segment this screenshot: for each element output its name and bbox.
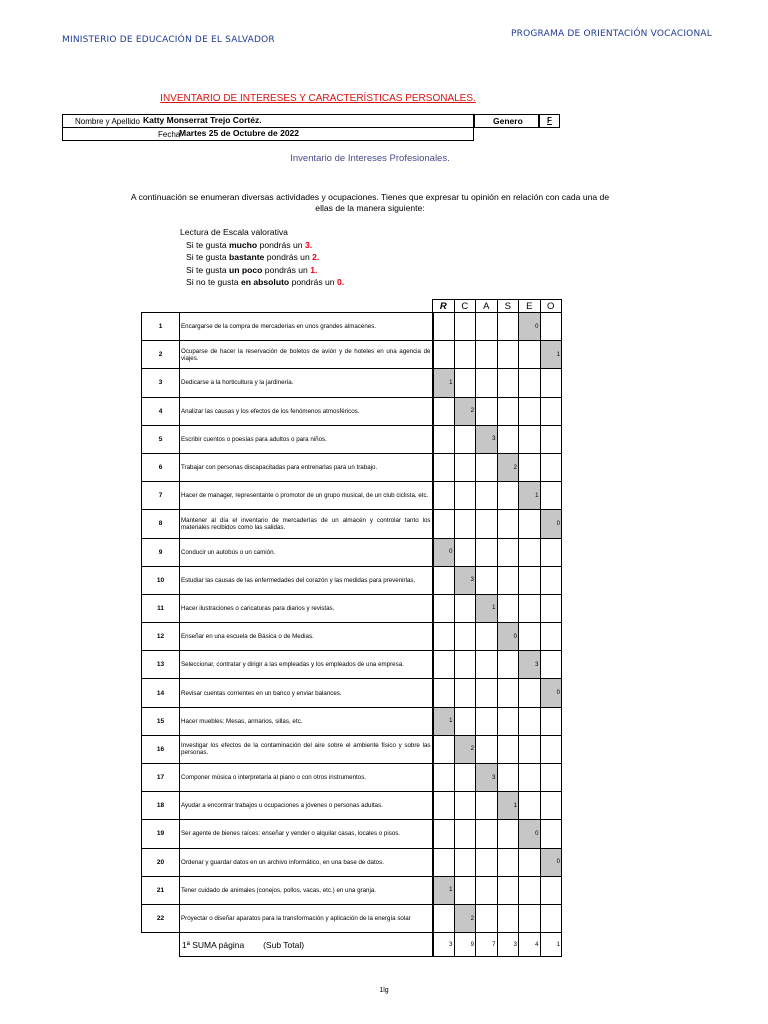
activity-text: Hacer ilustraciones o caricaturas para diarios y revistas.	[180, 594, 433, 622]
rating-cell-r[interactable]	[433, 679, 455, 707]
rating-cell-s[interactable]	[497, 707, 519, 735]
document-title: INVENTARIO DE INTERESES Y CARACTERÍSTICAS PERSONALES.	[160, 93, 476, 104]
rating-cell-o[interactable]	[540, 707, 562, 735]
scale-bold: mucho	[229, 239, 258, 250]
table-row	[142, 848, 562, 876]
rating-cell-a[interactable]	[476, 313, 498, 341]
rating-cell-s[interactable]	[497, 876, 519, 904]
rating-cell-s[interactable]	[497, 397, 519, 425]
scale-line	[186, 239, 344, 252]
scale-pre: Si no te gusta	[186, 277, 241, 287]
activity-text: Componer música o interpretaría al piano o con otros instrumentos.	[180, 764, 433, 792]
gender-value: F	[547, 116, 552, 125]
scale-pre: Si te gusta	[186, 264, 229, 275]
rating-cell-a[interactable]	[476, 792, 498, 820]
header-ministry: MINISTERIO DE EDUCACIÓN DE EL SALVADOR	[62, 35, 275, 45]
rating-cell-c[interactable]: 2	[454, 904, 476, 932]
subtotal-a: 7	[476, 933, 498, 957]
row-number: 17	[142, 764, 180, 792]
rating-cell-e[interactable]: 1	[519, 482, 541, 510]
rating-cell-o[interactable]	[540, 623, 562, 651]
rating-cell-c[interactable]	[454, 820, 476, 848]
rating-cell-e[interactable]	[519, 707, 541, 735]
instructions-text: A continuación se enumeran diversas actividades y ocupaciones. Tienes que expresar tu opinión en relación con cada una de ellas de la manera siguiente:	[130, 192, 610, 213]
row-number: 10	[142, 566, 180, 594]
activity-text: Dedicarse a la horticultura y la jardinería.	[180, 369, 433, 397]
table-header-row	[142, 300, 562, 313]
rating-cell-s[interactable]	[497, 425, 519, 453]
rating-cell-a[interactable]	[476, 453, 498, 481]
rating-cell-o[interactable]	[540, 425, 562, 453]
table-row	[142, 792, 562, 820]
rating-cell-e[interactable]	[519, 341, 541, 369]
table-row	[142, 764, 562, 792]
column-header-a: A	[476, 300, 498, 313]
rating-cell-e[interactable]	[519, 623, 541, 651]
rating-cell-r[interactable]: 1	[433, 369, 455, 397]
subtotal-o: 1	[540, 933, 562, 957]
rating-cell-r[interactable]	[433, 792, 455, 820]
rating-cell-c[interactable]: 2	[454, 735, 476, 763]
rating-cell-e[interactable]	[519, 566, 541, 594]
activity-text: Ocuparse de hacer la reservación de boletos de avión y de hoteles en una agencia de viajes.	[180, 341, 433, 369]
table-row	[142, 820, 562, 848]
scale-line	[186, 276, 344, 289]
rating-cell-c[interactable]	[454, 792, 476, 820]
row-number: 13	[142, 651, 180, 679]
table-row	[142, 425, 562, 453]
rating-cell-o[interactable]	[540, 594, 562, 622]
rating-cell-c[interactable]	[454, 651, 476, 679]
row-number: 22	[142, 904, 180, 932]
rating-cell-e[interactable]	[519, 397, 541, 425]
table-row	[142, 510, 562, 538]
rating-cell-c[interactable]	[454, 453, 476, 481]
rating-cell-r[interactable]	[433, 313, 455, 341]
row-number: 2	[142, 341, 180, 369]
table-row	[142, 594, 562, 622]
rating-cell-o[interactable]	[540, 876, 562, 904]
rating-cell-r[interactable]	[433, 425, 455, 453]
rating-cell-o[interactable]: 1	[540, 341, 562, 369]
rating-cell-r[interactable]	[433, 453, 455, 481]
scale-val: 3.	[304, 239, 313, 250]
rating-cell-a[interactable]	[476, 679, 498, 707]
rating-cell-c[interactable]	[454, 538, 476, 566]
rating-cell-e[interactable]: 0	[519, 820, 541, 848]
rating-cell-e[interactable]	[519, 594, 541, 622]
rating-cell-e[interactable]	[519, 848, 541, 876]
header-program: PROGRAMA DE ORIENTACIÓN VOCACIONAL	[511, 29, 712, 39]
rating-cell-e[interactable]	[519, 904, 541, 932]
rating-cell-c[interactable]	[454, 623, 476, 651]
gender-label: Genero	[493, 116, 523, 126]
rating-cell-a[interactable]	[476, 735, 498, 763]
scale-heading: Lectura de Escala valorativa	[180, 227, 288, 237]
column-header-c: C	[454, 300, 476, 313]
scale-pre: Si te gusta	[186, 239, 229, 250]
scale-bold: bastante	[229, 252, 265, 262]
rating-cell-c[interactable]	[454, 425, 476, 453]
rating-cell-c[interactable]	[454, 876, 476, 904]
rating-cell-o[interactable]	[540, 651, 562, 679]
table-row	[142, 453, 562, 481]
rating-cell-a[interactable]	[476, 820, 498, 848]
rating-cell-c[interactable]	[454, 679, 476, 707]
activity-text: Hacer de manager, representante o promotor de un grupo musical, de un club ciclista, etc.	[180, 482, 433, 510]
table-row	[142, 735, 562, 763]
activity-text: Revisar cuentas corrientes en un banco y enviar balances.	[180, 679, 433, 707]
rating-cell-c[interactable]: 2	[454, 397, 476, 425]
row-number: 19	[142, 820, 180, 848]
rating-cell-s[interactable]	[497, 482, 519, 510]
rating-cell-s[interactable]	[497, 679, 519, 707]
rating-cell-a[interactable]	[476, 848, 498, 876]
rating-cell-s[interactable]	[497, 341, 519, 369]
rating-cell-r[interactable]	[433, 848, 455, 876]
rating-cell-e[interactable]	[519, 369, 541, 397]
date-row	[62, 127, 474, 141]
rating-cell-o[interactable]	[540, 735, 562, 763]
rating-cell-s[interactable]	[497, 651, 519, 679]
activity-text: Mantener al día el inventario de mercaderías de un almacén y controlar tanto los materiales recibidos como las salidas.	[180, 510, 433, 538]
subtotal-s: 3	[497, 933, 519, 957]
row-number: 9	[142, 538, 180, 566]
rating-cell-o[interactable]	[540, 566, 562, 594]
rating-cell-r[interactable]	[433, 594, 455, 622]
rating-cell-a[interactable]	[476, 341, 498, 369]
rating-cell-r[interactable]	[433, 820, 455, 848]
name-value[interactable]: Katty Monserrat Trejo Cortéz.	[143, 115, 262, 125]
rating-cell-e[interactable]	[519, 679, 541, 707]
gender-value-cell[interactable]	[539, 114, 560, 128]
rating-cell-s[interactable]: 0	[497, 623, 519, 651]
header-blank	[142, 300, 180, 313]
activity-text: Proyectar o diseñar aparatos para la transformación y aplicación de la energía solar	[180, 904, 433, 932]
rating-cell-s[interactable]	[497, 848, 519, 876]
interest-table	[141, 299, 562, 957]
scale-pre: Si te gusta	[186, 252, 229, 262]
rating-cell-s[interactable]	[497, 369, 519, 397]
date-value[interactable]: Martes 25 de Octubre de 2022	[179, 128, 300, 138]
rating-cell-c[interactable]	[454, 341, 476, 369]
rating-cell-a[interactable]	[476, 651, 498, 679]
rating-cell-o[interactable]	[540, 904, 562, 932]
scale-val: 1.	[310, 264, 318, 275]
rating-cell-e[interactable]	[519, 735, 541, 763]
activity-text: Hacer muebles: Mesas, armarios, sillas, etc.	[180, 707, 433, 735]
activity-text: Investigar los efectos de la contaminación del aire sobre el ambiente físico y sobre las personas.	[180, 735, 433, 763]
section-subtitle: Inventario de Intereses Profesionales.	[290, 153, 450, 164]
rating-cell-s[interactable]	[497, 510, 519, 538]
row-number: 5	[142, 425, 180, 453]
rating-cell-c[interactable]	[454, 510, 476, 538]
row-number: 16	[142, 735, 180, 763]
rating-cell-e[interactable]: 0	[519, 313, 541, 341]
rating-cell-c[interactable]	[454, 594, 476, 622]
table-row	[142, 369, 562, 397]
rating-cell-o[interactable]	[540, 369, 562, 397]
activity-text: Escribir cuentos o poesías para adultos o para niños.	[180, 425, 433, 453]
rating-cell-c[interactable]: 3	[454, 566, 476, 594]
rating-cell-s[interactable]	[497, 313, 519, 341]
activity-text: Tener cuidado de animales (conejos, pollos, vacas, etc.) en una granja.	[180, 876, 433, 904]
rating-cell-a[interactable]	[476, 397, 498, 425]
rating-cell-r[interactable]	[433, 397, 455, 425]
rating-cell-c[interactable]	[454, 848, 476, 876]
rating-cell-e[interactable]	[519, 453, 541, 481]
rating-cell-a[interactable]: 1	[476, 594, 498, 622]
rating-cell-r[interactable]	[433, 566, 455, 594]
rating-scale	[180, 226, 344, 289]
rating-cell-a[interactable]	[476, 538, 498, 566]
rating-cell-c[interactable]	[454, 764, 476, 792]
scale-post: pondrás un	[289, 277, 337, 287]
activity-text: Estudiar las causas de las enfermedades del corazón y las medidas para prevenirlas.	[180, 566, 433, 594]
table-row	[142, 482, 562, 510]
rating-cell-r[interactable]	[433, 735, 455, 763]
header-blank	[180, 300, 433, 313]
scale-bold: en absoluto	[240, 277, 290, 287]
row-number: 3	[142, 369, 180, 397]
rating-cell-a[interactable]: 3	[476, 764, 498, 792]
table-row	[142, 566, 562, 594]
activity-text: Ayudar a encontrar trabajos u ocupaciones a jóvenes o personas adultas.	[180, 792, 433, 820]
rating-cell-r[interactable]: 0	[433, 538, 455, 566]
rating-cell-r[interactable]	[433, 623, 455, 651]
column-header-s: S	[497, 300, 519, 313]
table-row	[142, 707, 562, 735]
activity-text: Enseñar en una escuela de Básica o de Medias.	[180, 623, 433, 651]
rating-cell-r[interactable]	[433, 764, 455, 792]
table-row	[142, 876, 562, 904]
rating-cell-o[interactable]: 0	[540, 679, 562, 707]
rating-cell-a[interactable]: 3	[476, 425, 498, 453]
table-row	[142, 623, 562, 651]
subtotal-e: 4	[519, 933, 541, 957]
rating-cell-r[interactable]	[433, 510, 455, 538]
activity-text: Seleccionar, contratar y dirigir a las empleadas y los empleados de una empresa.	[180, 651, 433, 679]
rating-cell-r[interactable]	[433, 904, 455, 932]
activity-text: Ser agente de bienes raíces: enseñar y vender o alquilar casas, locales o pisos.	[180, 820, 433, 848]
rating-cell-e[interactable]	[519, 876, 541, 904]
rating-cell-o[interactable]	[540, 538, 562, 566]
rating-cell-a[interactable]	[476, 707, 498, 735]
rating-cell-o[interactable]	[540, 792, 562, 820]
activity-text: Trabajar con personas discapacitadas para entrenarlas para un trabajo.	[180, 453, 433, 481]
scale-val: 0.	[336, 277, 345, 287]
rating-cell-a[interactable]	[476, 623, 498, 651]
rating-cell-s[interactable]	[497, 594, 519, 622]
rating-cell-o[interactable]: 0	[540, 848, 562, 876]
row-number: 20	[142, 848, 180, 876]
rating-cell-c[interactable]	[454, 369, 476, 397]
rating-cell-r[interactable]	[433, 651, 455, 679]
rating-cell-a[interactable]	[476, 904, 498, 932]
rating-cell-o[interactable]	[540, 764, 562, 792]
table-row	[142, 313, 562, 341]
activity-text: Encargarse de la compra de mercaderías en unos grandes almacenes.	[180, 313, 433, 341]
rating-cell-s[interactable]: 1	[497, 792, 519, 820]
subtotal-c: 9	[454, 933, 476, 957]
row-number: 1	[142, 313, 180, 341]
subtotal-r: 3	[433, 933, 455, 957]
rating-cell-e[interactable]	[519, 764, 541, 792]
scale-bold: un poco	[229, 264, 263, 275]
row-number: 21	[142, 876, 180, 904]
activity-text: Analizar las causas y los efectos de los fenómenos atmosféricos.	[180, 397, 433, 425]
name-label: Nombre y Apellido	[75, 117, 140, 126]
scale-line	[186, 264, 344, 277]
rating-cell-e[interactable]	[519, 425, 541, 453]
rating-cell-a[interactable]	[476, 482, 498, 510]
subtotal-row	[142, 933, 562, 957]
rating-cell-s[interactable]	[497, 820, 519, 848]
rating-cell-e[interactable]	[519, 510, 541, 538]
row-number: 15	[142, 707, 180, 735]
rating-cell-r[interactable]	[433, 341, 455, 369]
rating-cell-e[interactable]: 3	[519, 651, 541, 679]
table-row	[142, 538, 562, 566]
scale-line	[186, 251, 344, 264]
page-footer: 1lg	[379, 987, 389, 994]
rating-cell-r[interactable]: 1	[433, 707, 455, 735]
rating-cell-o[interactable]: 0	[540, 510, 562, 538]
row-number: 11	[142, 594, 180, 622]
activity-text: Conducir un autobús o un camión.	[180, 538, 433, 566]
rating-cell-o[interactable]	[540, 397, 562, 425]
rating-cell-s[interactable]	[497, 566, 519, 594]
gender-label-cell	[474, 114, 539, 128]
row-number: 8	[142, 510, 180, 538]
rating-cell-c[interactable]	[454, 482, 476, 510]
row-number: 7	[142, 482, 180, 510]
row-number: 14	[142, 679, 180, 707]
rating-cell-c[interactable]	[454, 313, 476, 341]
rating-cell-c[interactable]	[454, 707, 476, 735]
rating-cell-r[interactable]	[433, 482, 455, 510]
rating-cell-o[interactable]	[540, 820, 562, 848]
row-number: 4	[142, 397, 180, 425]
row-number: 18	[142, 792, 180, 820]
table-row	[142, 904, 562, 932]
row-number: 6	[142, 453, 180, 481]
rating-cell-o[interactable]	[540, 313, 562, 341]
row-number: 12	[142, 623, 180, 651]
table-row	[142, 651, 562, 679]
name-row	[62, 114, 474, 128]
rating-cell-e[interactable]	[519, 792, 541, 820]
scale-post: pondrás un	[262, 264, 311, 275]
rating-cell-r[interactable]: 1	[433, 876, 455, 904]
scale-post: pondrás un	[264, 252, 313, 262]
rating-cell-e[interactable]	[519, 538, 541, 566]
rating-cell-s[interactable]	[497, 538, 519, 566]
subtotal-blank	[142, 933, 180, 957]
table-row	[142, 679, 562, 707]
rating-cell-o[interactable]	[540, 482, 562, 510]
rating-cell-a[interactable]	[476, 510, 498, 538]
rating-cell-s[interactable]: 2	[497, 453, 519, 481]
rating-cell-o[interactable]	[540, 453, 562, 481]
subtotal-label: 1ª SUMA página (Sub Total)	[180, 933, 433, 957]
activity-text: Ordenar y guardar datos en un archivo informático, en una base de datos.	[180, 848, 433, 876]
rating-cell-s[interactable]	[497, 735, 519, 763]
scale-post: pondrás un	[257, 239, 305, 250]
column-header-o: O	[540, 300, 562, 313]
table-row	[142, 397, 562, 425]
rating-cell-a[interactable]	[476, 369, 498, 397]
rating-cell-a[interactable]	[476, 566, 498, 594]
table-row	[142, 341, 562, 369]
column-header-r: R	[433, 300, 455, 313]
rating-cell-a[interactable]	[476, 876, 498, 904]
date-label: Fecha	[158, 130, 181, 139]
rating-cell-s[interactable]	[497, 904, 519, 932]
scale-val: 2.	[312, 252, 320, 262]
column-header-e: E	[519, 300, 541, 313]
rating-cell-s[interactable]	[497, 764, 519, 792]
